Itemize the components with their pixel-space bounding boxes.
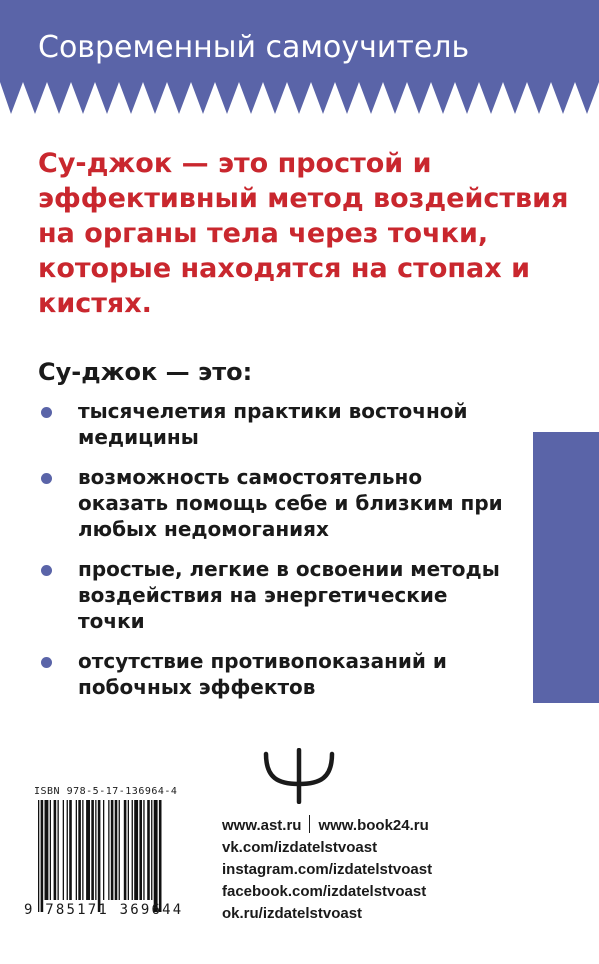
bullet-dot-icon: [41, 565, 52, 576]
list-item-text: отсутствие противопоказаний и побочных эффектов: [78, 649, 447, 699]
list-heading: Су-джок — это:: [38, 358, 253, 386]
barcode-bar: [58, 800, 59, 900]
barcode-bar: [147, 800, 150, 900]
list-item: [38, 398, 518, 450]
lead-text: — это простой и эффективный метод воздействия на органы тела через точки, которые находятся на стопах и кистях.: [38, 148, 569, 319]
series-title: Современный самоучитель: [38, 30, 470, 65]
link-ok[interactable]: ok.ru/izdatelstvoast: [222, 905, 363, 922]
side-color-tab: [533, 432, 599, 703]
barcode-bar: [82, 800, 83, 900]
barcode: [38, 800, 196, 912]
barcode-bar: [143, 800, 144, 900]
barcode-bar: [134, 800, 138, 900]
header-banner: [0, 0, 599, 130]
list-item: [38, 648, 518, 700]
barcode-bar: [69, 800, 72, 900]
lead-paragraph: [38, 146, 578, 321]
publisher-links: [222, 815, 522, 925]
barcode-bar: [63, 800, 64, 900]
barcode-bar: [38, 800, 39, 912]
link-ast[interactable]: www.ast.ru: [222, 817, 302, 834]
barcode-bar: [98, 800, 101, 912]
barcode-bar: [119, 800, 120, 900]
barcode-bar: [128, 800, 129, 900]
barcode-bar: [103, 800, 104, 900]
list-item: [38, 556, 518, 634]
barcode-bar: [108, 800, 109, 900]
website-row: [222, 815, 522, 837]
list-item-text: простые, легкие в освоении методы воздействия на энергетические точки: [78, 557, 500, 633]
barcode-bar: [154, 800, 158, 912]
psi-logo-icon: [262, 748, 336, 804]
link-vk[interactable]: vk.com/izdatelstvoast: [222, 839, 378, 856]
barcode-bar: [159, 800, 162, 912]
barcode-bar: [124, 800, 127, 900]
barcode-bar: [67, 800, 68, 900]
barcode-bar: [91, 800, 94, 900]
benefits-list: [38, 398, 518, 714]
barcode-bar: [139, 800, 142, 900]
bullet-dot-icon: [41, 473, 52, 484]
bullet-dot-icon: [41, 657, 52, 668]
barcode-bar: [111, 800, 114, 900]
lead-highlight: Су-джок: [38, 148, 173, 179]
isbn-label: ISBN 978-5-17-136964-4: [34, 786, 178, 797]
link-instagram[interactable]: instagram.com/izdatelstvoast: [222, 861, 433, 878]
barcode-bar: [115, 800, 118, 900]
link-facebook[interactable]: facebook.com/izdatelstvoast: [222, 883, 427, 900]
divider: [309, 815, 310, 833]
list-item-text: возможность самостоятельно оказать помощь себе и близким при любых недомоганиях: [78, 465, 503, 541]
banner-background: [0, 0, 599, 130]
barcode-bar: [132, 800, 133, 900]
barcode-bar: [151, 800, 152, 900]
barcode-bar: [41, 800, 44, 912]
barcode-bar: [45, 800, 49, 900]
barcode-bar: [86, 800, 90, 900]
barcode-bar: [95, 800, 96, 900]
ean-number: 9 785171 369644: [24, 902, 184, 918]
barcode-bar: [54, 800, 57, 900]
barcode-bar: [78, 800, 81, 900]
link-book24[interactable]: www.book24.ru: [318, 817, 429, 834]
barcode-bar: [50, 800, 51, 900]
barcode-bar: [76, 800, 77, 900]
bullet-dot-icon: [41, 407, 52, 418]
list-item-text: тысячелетия практики восточной медицины: [78, 399, 468, 449]
list-item: [38, 464, 518, 542]
